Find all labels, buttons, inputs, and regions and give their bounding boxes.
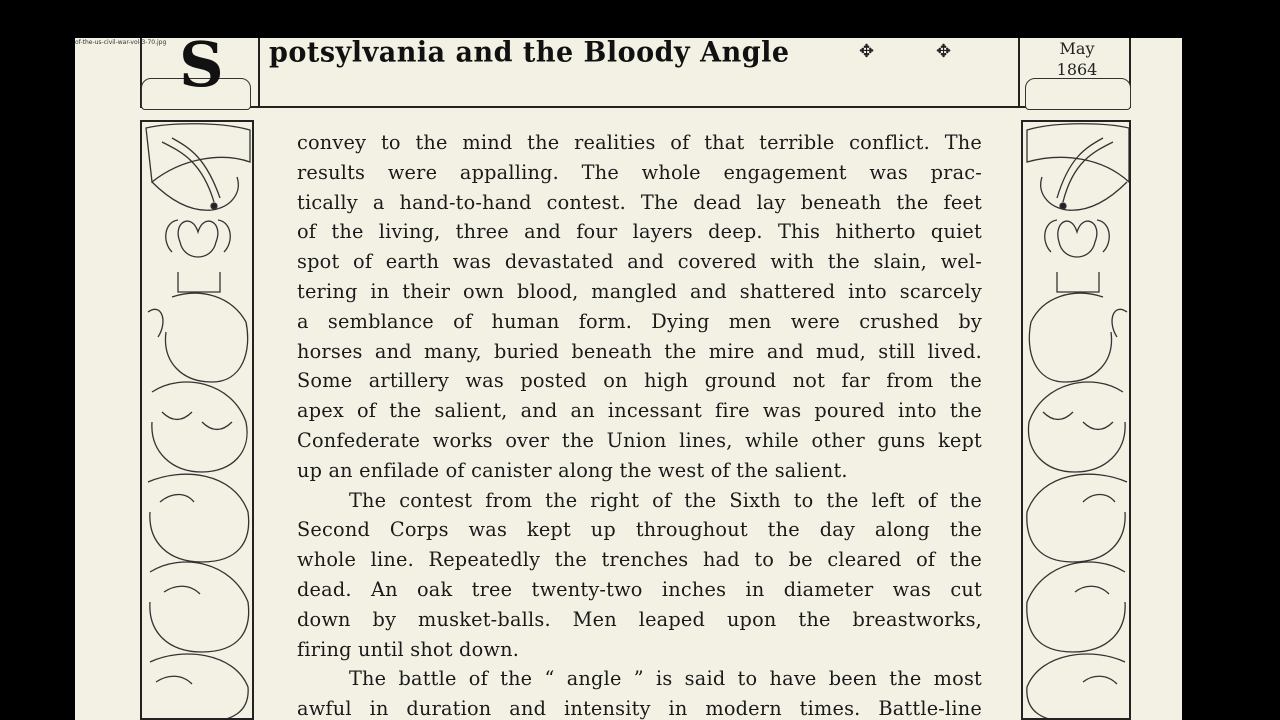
right-floral-border: [1021, 120, 1131, 720]
text-line: convey to the mind the realities of that terrible conflict. The: [297, 131, 982, 154]
text-line: apex of the salient, and an incessant fire was poured into the: [297, 399, 982, 423]
ornament-icon: ✥: [936, 41, 952, 62]
text-line: results were appalling. The whole engagement was prac-: [297, 160, 982, 184]
header-divider: [1018, 38, 1020, 108]
text-line: tically a hand-to-hand contest. The dead lay beneath the feet: [297, 190, 982, 214]
text-line: horses and many, buried beneath the mire and mud, still lived.: [297, 339, 982, 363]
header-scroll-ornament: [1025, 78, 1131, 110]
text-line: spot of earth was devastated and covered with the slain, wel-: [297, 250, 982, 274]
book-page: [75, 38, 1182, 720]
image-filename-label: of-the-us-civil-war-vol-3-70.jpg: [75, 39, 167, 46]
text-line: Some artillery was posted on high ground not far from the: [297, 369, 982, 393]
title-initial-letter: S: [179, 38, 224, 101]
text-line: The battle of the “ angle ” is said to have been the most: [349, 667, 982, 691]
text-line: Confederate works over the Union lines, while other guns kept: [297, 428, 982, 452]
text-line: whole line. Repeatedly the trenches had to be cleared of the: [297, 548, 982, 572]
date-month: May: [1059, 39, 1095, 58]
text-line: awful in duration and intensity in modern times. Battle-line: [297, 697, 982, 720]
left-floral-border: [140, 120, 254, 720]
text-line: dead. An oak tree twenty-two inches in diameter was cut: [297, 577, 982, 601]
floral-border-icon: [1023, 122, 1131, 720]
ornament-icon: ✥: [859, 41, 875, 62]
body-text: [297, 128, 982, 720]
text-line: The contest from the right of the Sixth to the left of the: [349, 488, 982, 512]
page-title: potsylvania and the Bloody Angle: [269, 38, 790, 69]
floral-border-icon: [142, 122, 254, 720]
header-divider: [258, 38, 260, 108]
text-line: a semblance of human form. Dying men were crushed by: [297, 309, 982, 333]
text-line: of the living, three and four layers deep. This hitherto quiet: [297, 220, 982, 244]
text-line: Second Corps was kept up throughout the day along the: [297, 518, 982, 542]
text-line: tering in their own blood, mangled and shattered into scarcely: [297, 279, 982, 303]
date-year: 1864: [1056, 60, 1098, 79]
text-line: down by musket-balls. Men leaped upon the breastworks,: [297, 607, 982, 631]
text-line: firing until shot down.: [297, 637, 520, 661]
date-block: [1037, 38, 1117, 80]
text-line: up an enfilade of canister along the west of the salient.: [297, 458, 848, 482]
